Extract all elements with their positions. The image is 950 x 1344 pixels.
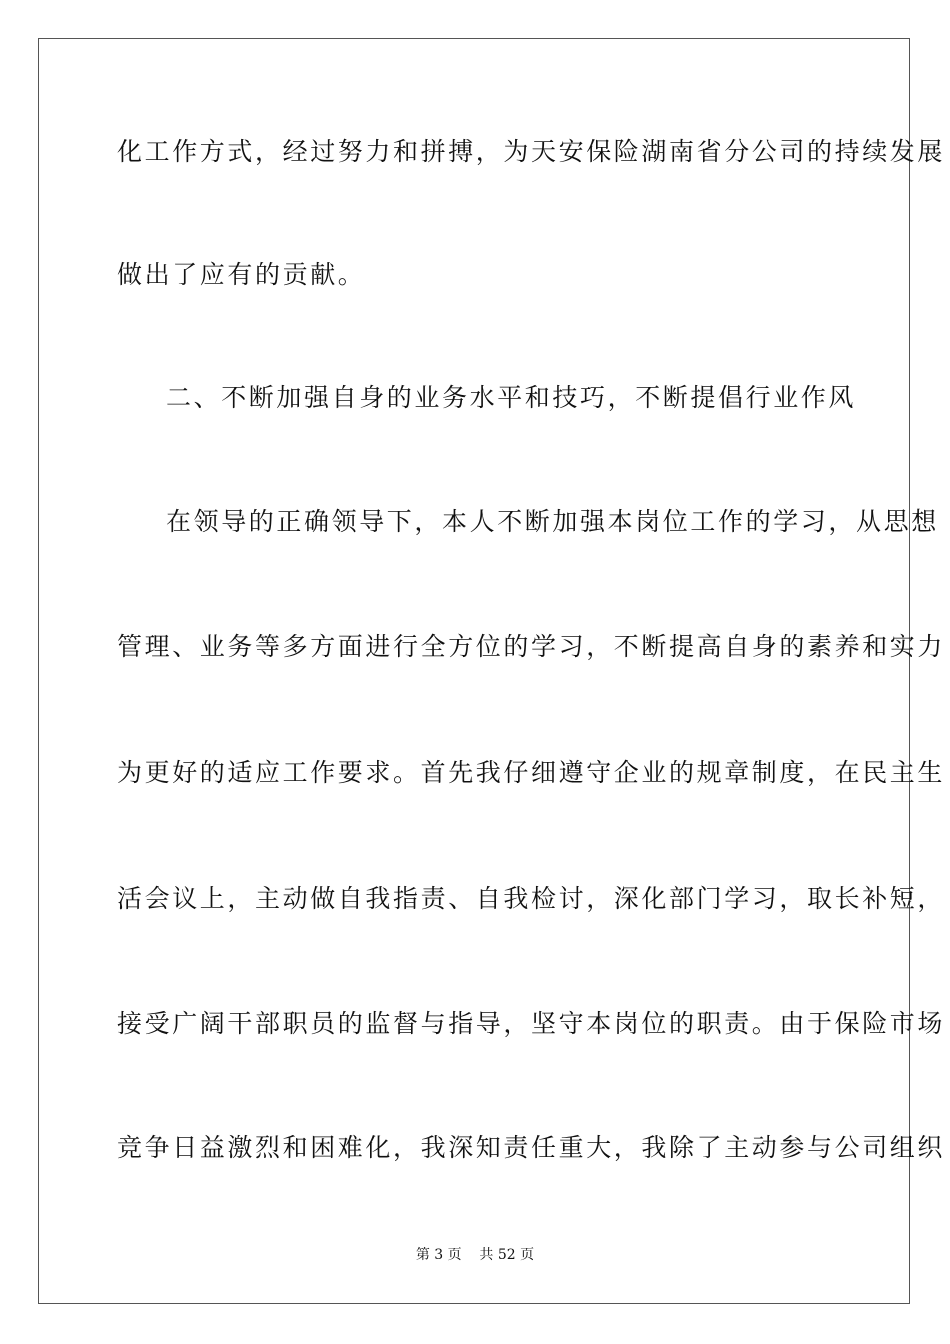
body-text-line: 活会议上，主动做自我指责、自我检讨，深化部门学习，取长补短， xyxy=(117,884,946,913)
page-number-footer: 第 3 页 共 52 页 xyxy=(415,1247,535,1263)
page-border xyxy=(38,38,946,1304)
body-text-line: 管理、业务等多方面进行全方位的学习，不断提高自身的素养和实力 xyxy=(117,632,946,661)
body-text-line: 接受广阔干部职员的监督与指导，坚守本岗位的职责。由于保险市场 xyxy=(117,1009,946,1038)
section-heading: 二、不断加强自身的业务水平和技巧，不断提倡行业作风 xyxy=(166,383,857,412)
body-text-line: 做出了应有的贡献。 xyxy=(117,260,366,289)
body-text-line: 竞争日益激烈和困难化，我深知责任重大，我除了主动参与公司组织 xyxy=(117,1133,946,1162)
body-text-line: 为更好的适应工作要求。首先我仔细遵守企业的规章制度，在民主生 xyxy=(117,758,946,787)
body-text-line: 在领导的正确领导下，本人不断加强本岗位工作的学习，从思想 xyxy=(166,507,939,536)
body-text-line: 化工作方式，经过努力和拼搏，为天安保险湖南省分公司的持续发展 xyxy=(117,137,946,166)
